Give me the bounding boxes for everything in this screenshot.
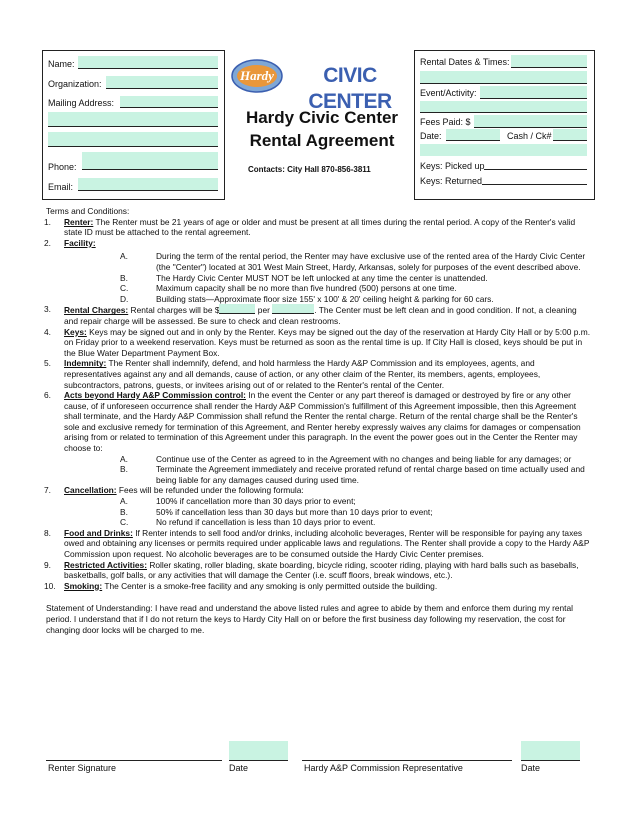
renter-signature-label: Renter Signature xyxy=(48,763,117,773)
cash-check-field[interactable] xyxy=(553,129,587,140)
sub-text: Continue use of the Center as agreed to in the Agreement with no changes and being liable for any damages; or xyxy=(156,453,572,464)
term-6 xyxy=(46,390,592,454)
event-activity-field[interactable] xyxy=(480,86,587,98)
mailing-address-field-3[interactable] xyxy=(48,132,218,146)
email-label: Email: xyxy=(48,182,74,192)
event-activity-field-2[interactable] xyxy=(420,101,587,112)
term-3 xyxy=(46,304,592,326)
sub-text: 100% if cancellation more than 30 days prior to event; xyxy=(156,496,356,507)
term-head: Rental Charges: xyxy=(64,305,129,316)
page-title xyxy=(232,107,412,151)
organization-label: Organization: xyxy=(48,79,102,89)
fees-paid-label: Fees Paid: $ xyxy=(420,117,471,127)
term-2 xyxy=(46,238,592,249)
rental-dates-field[interactable] xyxy=(511,55,587,67)
term-8 xyxy=(46,528,592,560)
term-head: Cancellation: xyxy=(64,485,117,496)
logo-text: Hardy xyxy=(240,68,274,83)
sub-text: Building stats—Approximate floor size 155' x 100' & 20' ceiling height & parking for 60 cars. xyxy=(156,293,494,304)
rental-charge-per: per xyxy=(255,305,273,316)
office-notes-field[interactable] xyxy=(420,144,587,156)
rental-dates-underline-2 xyxy=(420,83,587,84)
keys-picked-up-label: Keys: Picked up xyxy=(420,161,485,171)
sub-letter: C. xyxy=(120,517,129,528)
sub-letter: B. xyxy=(120,464,128,475)
rental-amount-field[interactable] xyxy=(219,304,255,314)
rental-charge-post: . The Center must be left clean and in good condition. If not, a cleaning and repair charge will be assessed. Be sure to check and clean restrooms. xyxy=(64,305,577,326)
term-head: Indemnity: xyxy=(64,358,107,369)
cancel-sub-b xyxy=(46,507,592,518)
keys-picked-up-field[interactable] xyxy=(484,169,587,170)
fees-underline xyxy=(474,127,587,128)
contacts-text: Contacts: City Hall 870-856-3811 xyxy=(248,165,371,174)
term-text: Fees will be refunded under the following formula: xyxy=(116,485,304,496)
keys-returned-field[interactable] xyxy=(482,184,587,185)
term-head: Smoking: xyxy=(64,580,103,591)
power-sub-b xyxy=(46,464,592,485)
power-sub-a xyxy=(46,454,592,465)
phone-label: Phone: xyxy=(48,162,77,172)
event-activity-label: Event/Activity: xyxy=(420,88,477,98)
term-head: Restricted Activities: xyxy=(64,559,148,570)
sub-letter: A. xyxy=(120,453,128,464)
representative-signature-line[interactable] xyxy=(302,760,512,761)
term-9 xyxy=(46,560,592,581)
renter-signature-line[interactable] xyxy=(46,760,222,761)
mailing-underline-3 xyxy=(48,146,218,147)
term-number: 5. xyxy=(44,358,51,369)
sub-text: 50% if cancellation less than 30 days but more than 10 days prior to event; xyxy=(156,506,433,517)
mailing-address-label: Mailing Address: xyxy=(48,98,115,108)
term-text: Keys may be signed out and in only by the Renter. Keys may be signed out the day of the reservation at Hardy City Hall or by 5:00 p.m. on Friday prior to a weekend reservation. Keys must be returned as soon as the rental time is up. If City Hall is closed, keys should be put in the Blue Water Department Payment Box. xyxy=(64,326,591,358)
email-underline xyxy=(78,190,218,191)
term-number: 6. xyxy=(44,390,51,401)
date-label: Date: xyxy=(420,131,442,141)
rental-dates-underline xyxy=(511,67,587,68)
rental-charge-pre: Rental charges will be $ xyxy=(128,305,220,316)
sub-letter: D. xyxy=(120,293,129,304)
sub-text: No refund if cancellation is less than 10 days prior to event. xyxy=(156,517,376,528)
term-10 xyxy=(46,581,592,592)
term-head: Food and Drinks: xyxy=(64,527,133,538)
date-2-line xyxy=(521,760,580,761)
cash-underline xyxy=(553,140,587,141)
rental-dates-field-2[interactable] xyxy=(420,71,587,83)
cancel-sub-c xyxy=(46,517,592,528)
cash-check-label: Cash / Ck# xyxy=(507,131,552,141)
term-number: 1. xyxy=(44,216,51,227)
rental-period-field[interactable] xyxy=(272,304,314,314)
date-2-label: Date xyxy=(521,763,541,773)
civic-center-banner xyxy=(286,63,414,113)
mailing-address-field-2[interactable] xyxy=(48,112,218,126)
cancel-sub-a xyxy=(46,496,592,507)
date-1-line xyxy=(229,760,288,761)
facility-sub-a xyxy=(46,251,592,272)
hardy-logo xyxy=(231,58,283,94)
organization-underline xyxy=(106,88,218,89)
term-head: Acts beyond Hardy A&P Commission control: xyxy=(64,390,246,401)
sub-text: Terminate the Agreement immediately and receive prorated refund of rental charge based on time actually used and being liable for any damages caused during used time. xyxy=(156,464,585,485)
term-text: Roller skating, roller blading, skate boarding, bicycle riding, scooter riding, playing with hard balls such as baseballs, basketballs, golf balls, or any activities that will damage the Center (i.e. scuff floors, break windows, etc.). xyxy=(64,559,579,581)
term-number: 2. xyxy=(44,237,51,248)
mailing-underline-1 xyxy=(120,107,218,108)
term-1 xyxy=(46,217,592,238)
fees-paid-field[interactable] xyxy=(474,115,587,127)
banner-text: CIVIC CENTER xyxy=(308,64,392,113)
terms-section xyxy=(46,206,592,635)
sub-text: The Hardy Civic Center MUST NOT be left unlocked at any time the center is unattended. xyxy=(156,272,488,283)
rental-dates-label: Rental Dates & Times: xyxy=(420,57,510,67)
date-field[interactable] xyxy=(446,129,500,140)
name-underline xyxy=(78,68,218,69)
facility-sub-b xyxy=(46,273,592,284)
title-line-1: Hardy Civic Center xyxy=(245,108,399,127)
term-number: 4. xyxy=(44,326,51,337)
representative-label: Hardy A&P Commission Representative xyxy=(304,763,463,773)
term-head: Keys: xyxy=(64,326,87,337)
sub-letter: C. xyxy=(120,283,129,294)
term-text: In the event the Center or any part thereof is damaged or destroyed by fire or any other cause, of if unforeseen occurrence shall render the Hardy A&P Commission's fulfillment of this Agreement impossible, then this Agreement shall terminate, and the Hardy A&P Commission shall refund the Renter the rental charge. Return of the rental charge shall be the Renter's sole and exclusive remedy for termination of this Agreement, and Renter hereby expressly waives any claims for damages or compensation arising from or related to termination of this Agreement under this paragraph. In the event the power goes out in the Center the Renter may choose to: xyxy=(64,390,581,454)
event-underline xyxy=(480,98,587,99)
term-number: 9. xyxy=(44,559,51,570)
term-number: 8. xyxy=(44,527,51,538)
sub-text: During the term of the rental period, the Renter may have exclusive use of the rented area of the Hardy Civic Center (the "Center") located at 301 West Main Street, Hardy, Arkansas, solely for purposes of the event described above. xyxy=(156,251,586,272)
phone-underline xyxy=(82,169,218,170)
term-number: 7. xyxy=(44,485,51,496)
date-1-label: Date xyxy=(229,763,249,773)
title-line-2: Rental Agreement xyxy=(249,131,395,150)
term-text: The Center is a smoke-free facility and any smoking is only permitted outside the building. xyxy=(102,580,438,591)
sub-letter: A. xyxy=(120,251,128,262)
sub-letter: B. xyxy=(120,506,128,517)
mailing-underline-2 xyxy=(48,126,218,127)
term-7 xyxy=(46,485,592,496)
term-5 xyxy=(46,358,592,390)
terms-heading: Terms and Conditions: xyxy=(46,206,130,216)
term-text: If Renter intends to sell food and/or drinks, including alcoholic beverages, Renter will be responsible for paying any taxes owed and obtaining any licenses or permits required under applicable laws and regulations. The Renter shall provide a copy to the Hardy A&P Commission upon request. No alcoholic beverages are to be consumed outside the Hardy Civic Center premises. xyxy=(64,527,590,559)
sub-text: Maximum capacity shall be no more than five hundred (500) persons at one time. xyxy=(156,283,457,294)
term-head: Facility: xyxy=(64,237,96,248)
facility-sub-d xyxy=(46,294,592,305)
sub-letter: A. xyxy=(120,496,128,507)
term-number: 10. xyxy=(44,580,56,591)
sub-letter: B. xyxy=(120,272,128,283)
date-1-field[interactable] xyxy=(229,741,288,760)
name-label: Name: xyxy=(48,59,75,69)
event-underline-2 xyxy=(420,112,587,113)
date-2-field[interactable] xyxy=(521,741,580,760)
date-underline xyxy=(446,140,500,141)
email-field[interactable] xyxy=(78,178,218,190)
facility-sub-c xyxy=(46,283,592,294)
term-4 xyxy=(46,327,592,359)
term-text: The Renter must be 21 years of age or older and must be present at all times during the rental period. A copy of the Renter's valid state ID must be attached to the rental agreement. xyxy=(64,216,576,238)
term-head: Renter: xyxy=(64,216,94,227)
term-number: 3. xyxy=(44,304,51,315)
keys-returned-label: Keys: Returned xyxy=(420,176,483,186)
statement-of-understanding: Statement of Understanding: I have read and understand the above listed rules and agree to abide by them and enforce them during my rental period. I understand that if I do not return the keys to Hardy City Hall on or before the first business day following my reservation, the cost for changing door locks will be charged to me. xyxy=(46,603,574,635)
term-text: The Renter shall indemnify, defend, and hold harmless the Hardy A&P Commission and its employees, agents, and representatives against any and all demands, cause of action, or any other claim of the Renter, its members, agents, employees, subcontractors, patrons, guests, or invitees arising out of or related to the Renter's rental of the Center. xyxy=(64,358,541,390)
phone-field[interactable] xyxy=(82,152,218,169)
